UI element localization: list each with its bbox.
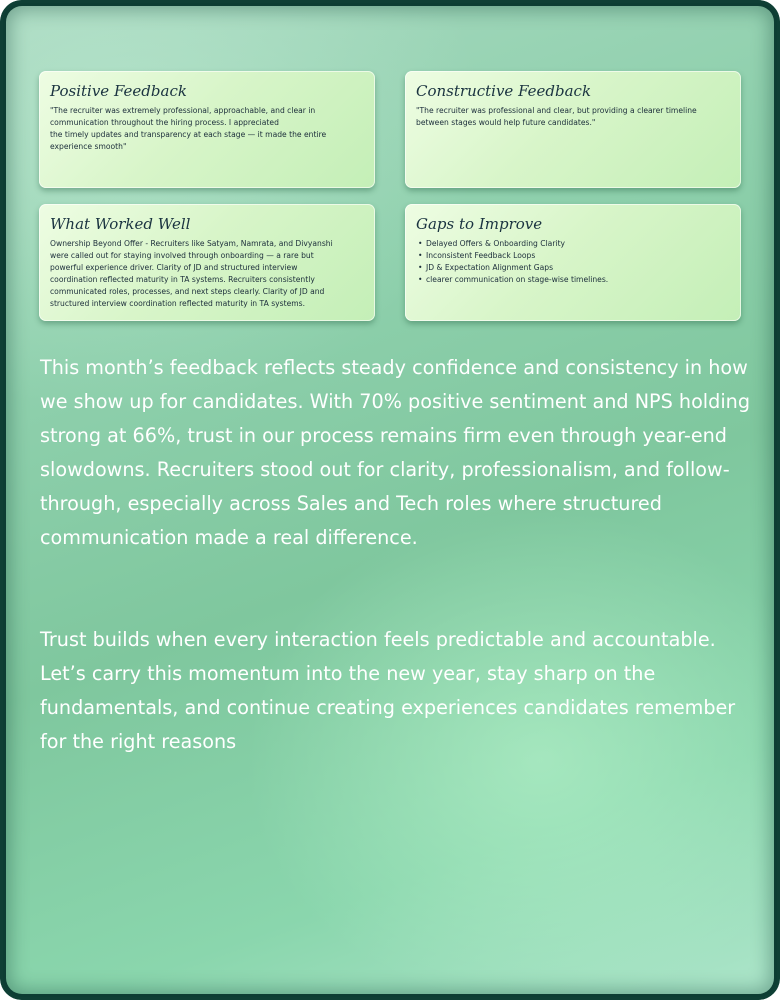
card-title: Gaps to Improve — [416, 215, 543, 233]
card-title: Positive Feedback — [50, 82, 187, 100]
gaps-to-improve-card — [405, 204, 741, 321]
list-item-text: clearer communication on stage-wise timelines. — [426, 275, 609, 284]
list-item — [418, 250, 730, 262]
summary-paragraph-1: This month’s feedback reflects steady confidence and consistency in how we show up for candidates. With 70% positive sentiment and NPS holding strong at 66%, trust in our process remains firm even through year-end slowdowns. Recruiters stood out for clarity, professionalism, and follow-through, especially across Sales and Tech roles where structured communication made a real difference. — [40, 356, 750, 549]
list-item-text: Inconsistent Feedback Loops — [426, 251, 536, 260]
constructive-feedback-card — [405, 71, 741, 188]
gaps-list — [416, 238, 730, 286]
list-item-text: Delayed Offers & Onboarding Clarity — [426, 239, 566, 248]
positive-feedback-card — [39, 71, 375, 188]
what-worked-well-card — [39, 204, 375, 321]
bullet-icon: • — [418, 275, 423, 284]
list-item — [418, 262, 730, 274]
bullet-icon: • — [418, 263, 423, 272]
bullet-icon: • — [418, 239, 423, 248]
list-item — [418, 238, 730, 250]
card-text: "The recruiter was professional and clear, but providing a clearer timeline between stages would help future candidates." — [416, 106, 697, 127]
bullet-icon: • — [418, 251, 423, 260]
card-text: Ownership Beyond Offer - Recruiters like Satyam, Namrata, and Divyanshi were called out for staying involved through onboarding — a rare but powerful experience driver. Clarity of JD and structured interview coordination reflected maturity in TA systems. Recruiters consistently communicated roles, processes, and next steps clearly. Clarity of JD and structured interview coordination reflected maturity in TA systems. — [50, 239, 333, 308]
summary-paragraph-2: Trust builds when every interaction feels predictable and accountable. Let’s carry this momentum into the new year, stay sharp on the fundamentals, and continue creating experiences candidates remember for the right reasons — [40, 628, 736, 753]
list-item — [418, 274, 730, 286]
card-text: "The recruiter was extremely professional, approachable, and clear in communication throughout the hiring process. I appreciated the timely updates and transparency at each stage — it made the entire experience smooth" — [50, 106, 327, 151]
card-title: What Worked Well — [50, 215, 191, 233]
card-title: Constructive Feedback — [416, 82, 592, 100]
list-item-text: JD & Expectation Alignment Gaps — [426, 263, 554, 272]
